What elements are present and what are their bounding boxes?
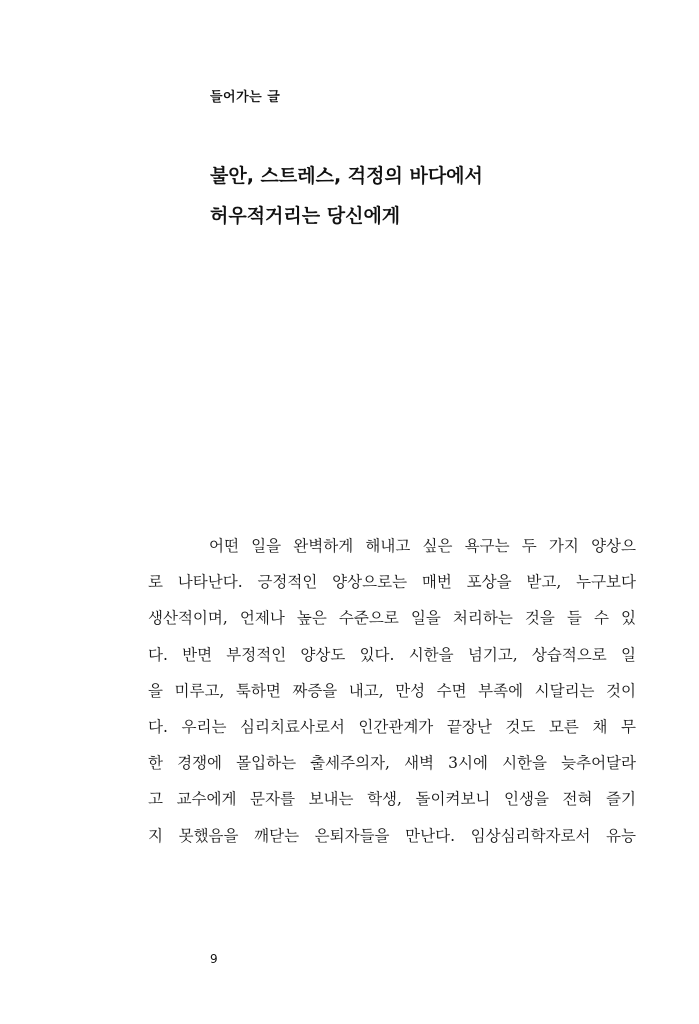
title-line-2: 허우적거리는 당신에게 (210, 205, 401, 227)
body-paragraph (148, 528, 636, 854)
body-line: 로 나타난다. 긍정적인 양상으로는 매번 포상을 받고, 누구보다 (148, 573, 636, 592)
page-number: 9 (210, 952, 218, 966)
section-label: 들어가는 글 (210, 90, 281, 105)
body-line: 을 미루고, 툭하면 짜증을 내고, 만성 수면 부족에 시달리는 것이 (148, 681, 636, 700)
body-line: 다. 우리는 심리치료사로서 인간관계가 끝장난 것도 모른 채 무 (148, 718, 636, 737)
body-line: 생산적이며, 언제나 높은 수준으로 일을 처리하는 것을 들 수 있 (148, 609, 636, 628)
chapter-title (210, 156, 650, 236)
body-line: 다. 반면 부정적인 양상도 있다. 시한을 넘기고, 상습적으로 일 (148, 645, 636, 664)
body-line: 어떤 일을 완벽하게 해내고 싶은 욕구는 두 가지 양상으 (209, 537, 636, 555)
body-line: 고 교수에게 문자를 보내는 학생, 돌이켜보니 인생을 전혀 즐기 (148, 790, 636, 809)
body-line: 한 경쟁에 몰입하는 출세주의자, 새벽 3시에 시한을 늦추어달라 (148, 754, 636, 773)
title-line-1: 불안, 스트레스, 걱정의 바다에서 (210, 165, 483, 187)
body-line: 지 못했음을 깨닫는 은퇴자들을 만난다. 임상심리학자로서 유능 (148, 826, 636, 845)
